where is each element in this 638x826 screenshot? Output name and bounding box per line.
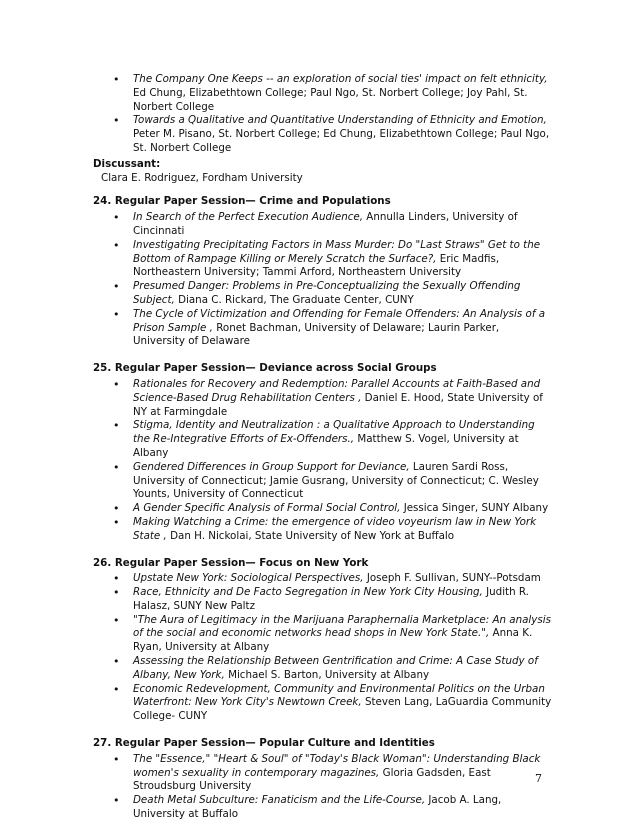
paper-authors: Anna K. Ryan, University at Albany — [133, 627, 533, 654]
paper-title: Investigating Precipitating Factors in Mass Murder: Do "Last Straws" Get to the Bottom of Rampage Killing or Merely Scratch the Surface?, — [133, 238, 541, 265]
list-item — [107, 378, 553, 419]
paper-authors: Jacob A. Lang, University at Buffalo — [133, 794, 502, 821]
paper-authors: Gloria Gadsden, East Stroudsburg University — [133, 766, 491, 793]
list-item — [107, 114, 553, 155]
list-item — [107, 211, 553, 239]
paper-authors: Peter M. Pisano, St. Norbert College; Ed Chung, Elizabethtown College; Paul Ngo, St. Norbert College — [133, 128, 550, 154]
list-item — [107, 239, 553, 280]
program-listing — [93, 73, 553, 822]
paper-title: In Search of the Perfect Execution Audience, — [133, 211, 364, 224]
paper-title: Economic Redevelopment, Community and Environmental Politics on the Urban Waterfront: New York City's Newtown Creek, — [133, 682, 545, 709]
session-heading: 27. Regular Paper Session— Popular Culture and Identities — [93, 737, 435, 750]
paper-title: Making Watching a Crime: the emergence of video voyeurism law in New York State , — [133, 515, 537, 542]
list-item — [107, 280, 553, 308]
session-paper-list — [93, 378, 553, 544]
session-paper-list — [93, 572, 553, 724]
list-item — [107, 502, 553, 516]
paper-authors: Steven Lang, LaGuardia Community College- CUNY — [133, 696, 552, 723]
discussant-name: Clara E. Rodriguez, Fordham University — [101, 171, 303, 184]
paper-title: The "Essence," "Heart & Soul" of "Today's Black Woman": Understanding Black women's sexuality in contemporary magazines, — [133, 752, 541, 779]
paper-title: Death Metal Subculture: Fanaticism and the Life-Course, — [133, 794, 426, 807]
list-item — [107, 614, 553, 655]
paper-title: The Company One Keeps -- an exploration of social ties' impact on felt ethnicity, — [133, 73, 548, 85]
paper-authors: Ronet Bachman, University of Delaware; Laurin Parker, University of Delaware — [133, 321, 500, 348]
list-item — [107, 753, 553, 794]
paper-authors: Lauren Sardi Ross, University of Connecticut; Jamie Gusrang, University of Connecticut; C. Wesley Younts, University of Connecticut — [133, 460, 539, 501]
paper-title: Rationales for Recovery and Redemption: Parallel Accounts at Faith-Based and Science-Based Drug Rehabilitation Centers , — [133, 377, 541, 404]
list-item — [107, 73, 553, 114]
paper-authors: Daniel E. Hood, State University of NY at Farmingdale — [133, 391, 543, 418]
paper-title: Upstate New York: Sociological Perspectives, — [133, 572, 364, 585]
session-heading: 24. Regular Paper Session— Crime and Populations — [93, 195, 391, 208]
paper-authors: Annulla Linders, University of Cincinnati — [133, 211, 518, 237]
paper-title: The Cycle of Victimization and Offending for Female Offenders: An Analysis of a Prison Sample , — [133, 307, 546, 334]
paper-title: Race, Ethnicity and De Facto Segregation in New York City Housing, — [133, 586, 483, 599]
paper-authors: Eric Madfis, Northeastern University; Tammi Arford, Northeastern University — [133, 252, 500, 279]
paper-title: Towards a Qualitative and Quantitative Understanding of Ethnicity and Emotion, — [133, 114, 547, 127]
paper-authors: Judith R. Halasz, SUNY New Paltz — [133, 586, 529, 612]
list-item — [107, 572, 553, 586]
session-heading: 26. Regular Paper Session— Focus on New York — [93, 556, 369, 569]
list-item — [107, 461, 553, 502]
paper-title: Presumed Danger: Problems in Pre-Conceptualizing the Sexually Offending Subject, — [133, 280, 521, 306]
paper-title: Assessing the Relationship Between Gentrification and Crime: A Case Study of Albany, New York, — [133, 655, 538, 681]
session-heading: 25. Regular Paper Session— Deviance across Social Groups — [93, 362, 437, 375]
paper-authors: Michael S. Barton, University at Albany — [228, 668, 430, 681]
list-item — [107, 794, 553, 822]
paper-authors: Dan H. Nickolai, State University of New York at Buffalo — [170, 529, 455, 542]
paper-title: A Gender Specific Analysis of Formal Social Control, — [133, 502, 401, 515]
list-item — [107, 308, 553, 349]
paper-authors: Diana C. Rickard, The Graduate Center, CUNY — [178, 293, 414, 306]
intro-paper-list — [93, 73, 553, 156]
list-item — [107, 655, 553, 683]
list-item — [107, 683, 553, 724]
list-item — [107, 586, 553, 614]
page-number: 7 — [535, 772, 542, 785]
session-paper-list — [93, 753, 553, 822]
list-item — [107, 419, 553, 460]
paper-title: Stigma, Identity and Neutralization : a Qualitative Approach to Understanding the Re-Integrative Efforts of Ex-Offenders., — [133, 419, 535, 446]
list-item — [107, 516, 553, 544]
paper-authors: Joseph F. Sullivan, SUNY--Potsdam — [366, 572, 541, 585]
paper-authors: Jessica Singer, SUNY Albany — [403, 502, 549, 515]
paper-title: "The Aura of Legitimacy in the Marijuana Paraphernalia Marketplace: An analysis of the social and economic networks head shops in New York State.", — [133, 613, 551, 640]
discussant-label: Discussant: — [93, 157, 161, 170]
session-paper-list — [93, 211, 553, 349]
paper-authors: Ed Chung, Elizabethtown College; Paul Ngo, St. Norbert College; Joy Pahl, St. Norbert College — [133, 86, 528, 113]
paper-title: Gendered Differences in Group Support for Deviance, — [133, 460, 410, 473]
paper-authors: Matthew S. Vogel, University at Albany — [133, 433, 519, 459]
